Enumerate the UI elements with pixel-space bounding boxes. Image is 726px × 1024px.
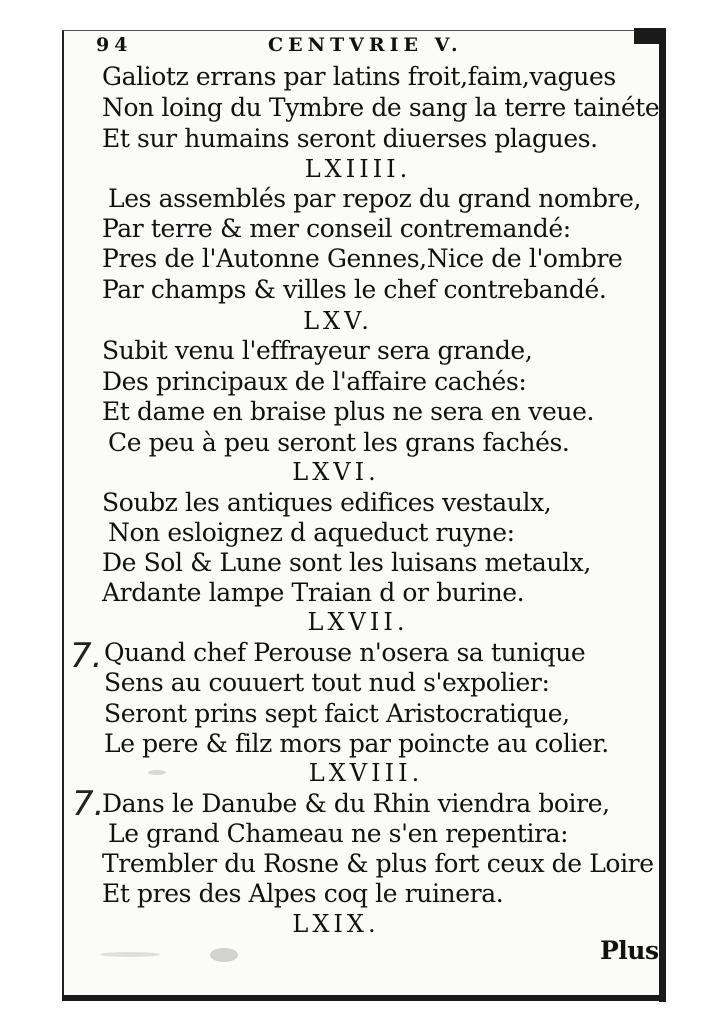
catchword: Plus bbox=[600, 936, 659, 965]
verse-line: Pres de l'Autonne Gennes,Nice de l'ombre bbox=[102, 244, 623, 273]
quatrain-number: LXIIII. bbox=[304, 155, 412, 183]
verse-line: Non esloignez d aqueduct ruyne: bbox=[108, 518, 515, 547]
quatrain-number: LXVII. bbox=[307, 608, 409, 636]
verse-line: Seront prins sept faict Aristocratique, bbox=[104, 699, 570, 728]
verse-line: Par champs & villes le chef contrebandé. bbox=[102, 275, 607, 304]
verse-line: Et dame en braise plus ne sera en veue. bbox=[102, 397, 595, 426]
verse-line: Le pere & filz mors par poincte au colier. bbox=[104, 729, 609, 758]
quatrain-number: LXVIII. bbox=[308, 759, 424, 787]
verse-line: Non loing du Tymbre de sang la terre tainéte bbox=[102, 93, 660, 122]
verse-line: Et pres des Alpes coq le ruinera. bbox=[102, 879, 504, 908]
quatrain-number: LXVI. bbox=[292, 458, 380, 486]
handwritten-margin-mark: 7. bbox=[72, 784, 105, 824]
verse-line: Trembler du Rosne & plus fort ceux de Loire bbox=[102, 849, 654, 878]
verse-line: Quand chef Perouse n'osera sa tunique bbox=[104, 638, 586, 667]
verse-line: Soubz les antiques edifices vestaulx, bbox=[102, 488, 552, 517]
page-edge-tab bbox=[634, 28, 666, 44]
page-edge-shadow-bottom bbox=[62, 995, 666, 1001]
page-edge-shadow-right bbox=[659, 30, 666, 1002]
verse-line: Par terre & mer conseil contremandé: bbox=[102, 214, 571, 243]
verse-line: Des principaux de l'affaire cachés: bbox=[102, 367, 527, 396]
quatrain-number: LXV. bbox=[303, 307, 373, 335]
verse-line: Les assemblés par repoz du grand nombre, bbox=[108, 184, 642, 213]
page-number: 94 bbox=[96, 34, 133, 56]
quatrain-number: LXIX. bbox=[292, 910, 380, 938]
verse-line: Galiotz errans par latins froit,faim,vagues bbox=[102, 62, 616, 91]
verse-line: Ardante lampe Traian d or burine. bbox=[102, 578, 525, 607]
verse-line: Sens au couuert tout nud s'expolier: bbox=[104, 668, 550, 697]
handwritten-margin-mark: 7. bbox=[70, 636, 103, 676]
verse-line: Le grand Chameau ne s'en repentira: bbox=[108, 819, 569, 848]
verse-line: De Sol & Lune sont les luisans metaulx, bbox=[102, 548, 591, 577]
running-head: CENTVRIE V. bbox=[268, 34, 463, 56]
verse-line: Dans le Danube & du Rhin viendra boire, bbox=[102, 789, 610, 818]
verse-line: Et sur humains seront diuerses plagues. bbox=[102, 124, 598, 153]
verse-line: Subit venu l'effrayeur sera grande, bbox=[102, 336, 533, 365]
verse-line: Ce peu à peu seront les grans fachés. bbox=[108, 428, 570, 457]
ink-smudge bbox=[210, 948, 238, 962]
ink-smudge bbox=[100, 952, 160, 957]
ink-smudge bbox=[148, 770, 166, 775]
